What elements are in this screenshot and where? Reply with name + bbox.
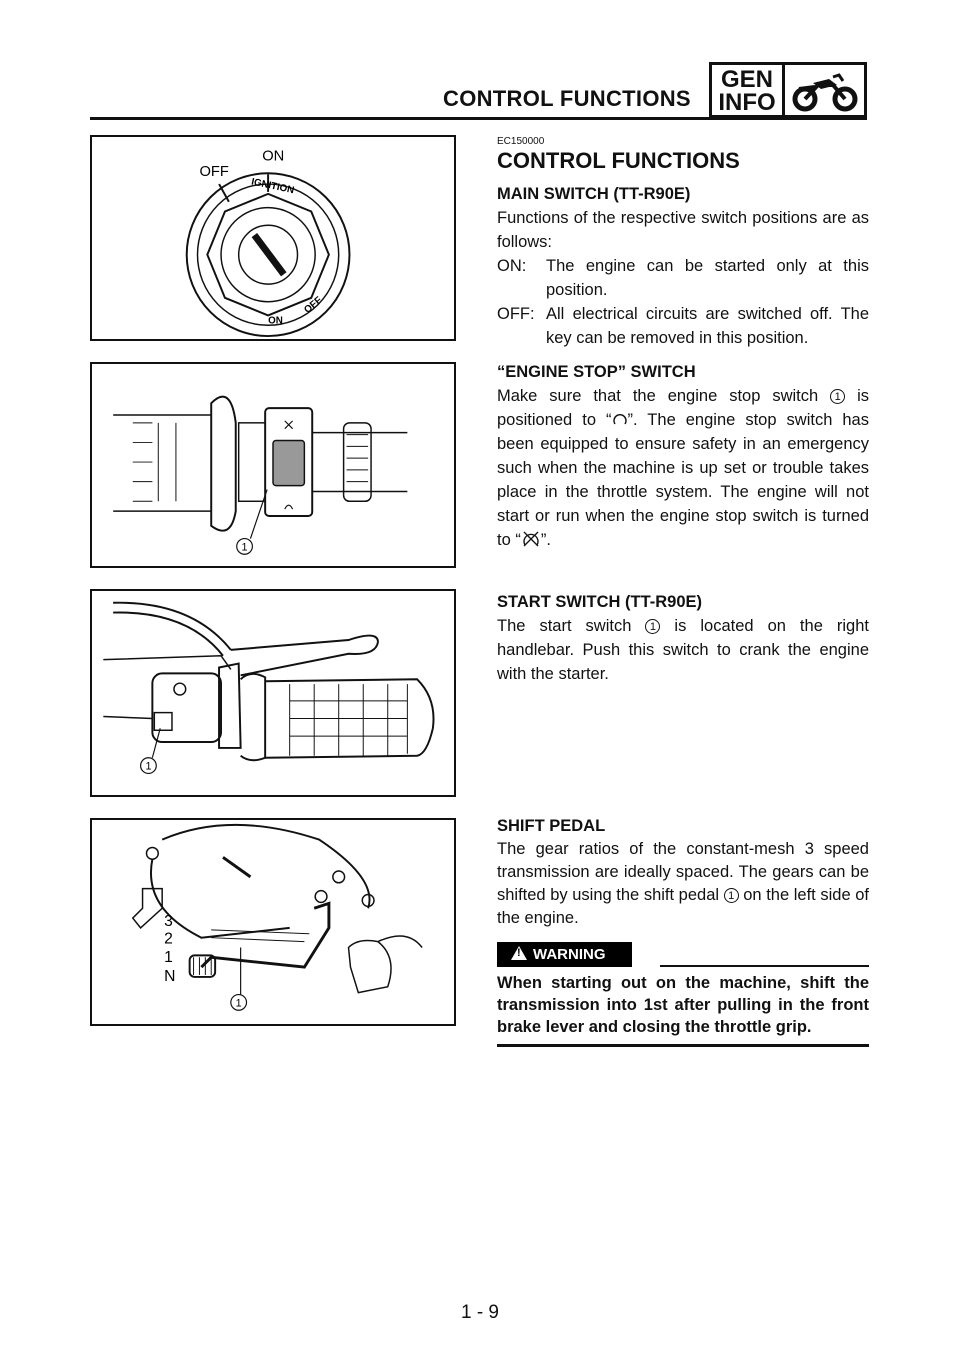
- section-code: EC150000: [497, 136, 545, 147]
- mark-on: ON: [268, 315, 283, 327]
- text-run: The gear ratios of the constant-mesh 3 speed transmission are ideally spaced. The gears can be shifted by using the shift pedal: [497, 840, 869, 904]
- def-off-term: OFF:: [497, 305, 535, 323]
- text-run: Make sure that the engine stop switch: [497, 387, 831, 405]
- engine-stop-section: [497, 360, 869, 552]
- run-symbol-icon: [612, 411, 628, 427]
- callout-shift-pedal: 1: [235, 997, 242, 1010]
- engine-stop-paragraph: [497, 384, 869, 552]
- engine-stop-switch-figure: [90, 362, 456, 568]
- engine-stop-switch-illustration: [92, 364, 454, 566]
- stop-symbol-icon: [521, 530, 541, 548]
- main-switch-figure: [90, 135, 456, 341]
- section-icon-box: [785, 62, 867, 118]
- text-run: The start switch: [497, 617, 646, 635]
- main-switch-heading: MAIN SWITCH (TT-R90E): [497, 185, 691, 203]
- text-run: is positioned to “: [497, 387, 870, 429]
- shift-pedal-paragraph: [497, 838, 869, 930]
- warning-bottom-rule: [497, 1044, 869, 1047]
- warning-rule: [660, 965, 869, 967]
- text-run: ”.: [540, 531, 551, 549]
- text-run: is located on the right handlebar. Push this switch to crank the engine with the starter.: [497, 617, 869, 683]
- warning-badge: [497, 942, 632, 967]
- main-switch-intro: Functions of the respective switch positions are as follows:: [497, 209, 869, 251]
- ref-callout: 1: [724, 888, 739, 903]
- main-switch-section: [497, 136, 869, 350]
- gear-label-3: 3: [164, 912, 173, 930]
- section-badge: [709, 62, 785, 118]
- text-run: on the left side of the engine.: [497, 886, 869, 927]
- badge-line-2: INFO: [718, 89, 776, 116]
- gear-label-2: 2: [164, 930, 173, 948]
- callout-stop-switch: 1: [241, 541, 248, 554]
- shift-pedal-figure: [90, 818, 456, 1026]
- label-on: ON: [262, 148, 285, 165]
- start-switch-figure: [90, 589, 456, 797]
- main-switch-illustration: [92, 137, 454, 339]
- callout-start-switch: 1: [145, 760, 152, 773]
- mark-off: OFF: [302, 294, 325, 316]
- start-switch-section: [497, 590, 869, 686]
- start-switch-illustration: [92, 591, 454, 795]
- gear-label-1: 1: [164, 949, 173, 967]
- def-on: [497, 254, 869, 302]
- page-number: 1 - 9: [460, 1302, 500, 1323]
- gear-label-n: N: [164, 967, 176, 985]
- start-switch-heading: START SWITCH (TT-R90E): [497, 593, 703, 611]
- label-off: OFF: [199, 164, 229, 181]
- ring-text-ignition: IGNITION: [250, 176, 296, 197]
- section-title: CONTROL FUNCTIONS: [497, 148, 740, 173]
- engine-stop-heading: “ENGINE STOP” SWITCH: [497, 363, 696, 381]
- text-run: ”. The engine stop switch has been equipped to ensure safety in an emergency such when the machine is up set or trouble takes place in the throttle system. The engine will not start or run when the engine stop switch is turned to “: [497, 411, 869, 549]
- ref-callout: 1: [645, 619, 660, 634]
- def-off: [497, 302, 869, 350]
- shift-pedal-section: [497, 814, 869, 1047]
- def-on-term: ON:: [497, 257, 527, 275]
- shift-pedal-illustration: [92, 820, 454, 1024]
- badge-line-1: GEN: [720, 66, 773, 93]
- motorcycle-icon: [785, 65, 864, 118]
- def-off-desc: All electrical circuits are switched off. The key can be removed in this position.: [546, 305, 869, 347]
- start-switch-paragraph: [497, 614, 869, 686]
- page-header-title: CONTROL FUNCTIONS: [443, 86, 691, 111]
- warning-triangle-icon: [511, 946, 527, 960]
- def-on-desc: The engine can be started only at this position.: [546, 257, 869, 299]
- warning-text: When starting out on the machine, shift the transmission into 1st after pulling in the front brake lever and closing the throttle grip.: [497, 974, 869, 1036]
- shift-pedal-heading: SHIFT PEDAL: [497, 817, 606, 835]
- ref-callout: 1: [830, 389, 845, 404]
- warning-label: WARNING: [533, 946, 606, 963]
- warning-header: [497, 942, 869, 968]
